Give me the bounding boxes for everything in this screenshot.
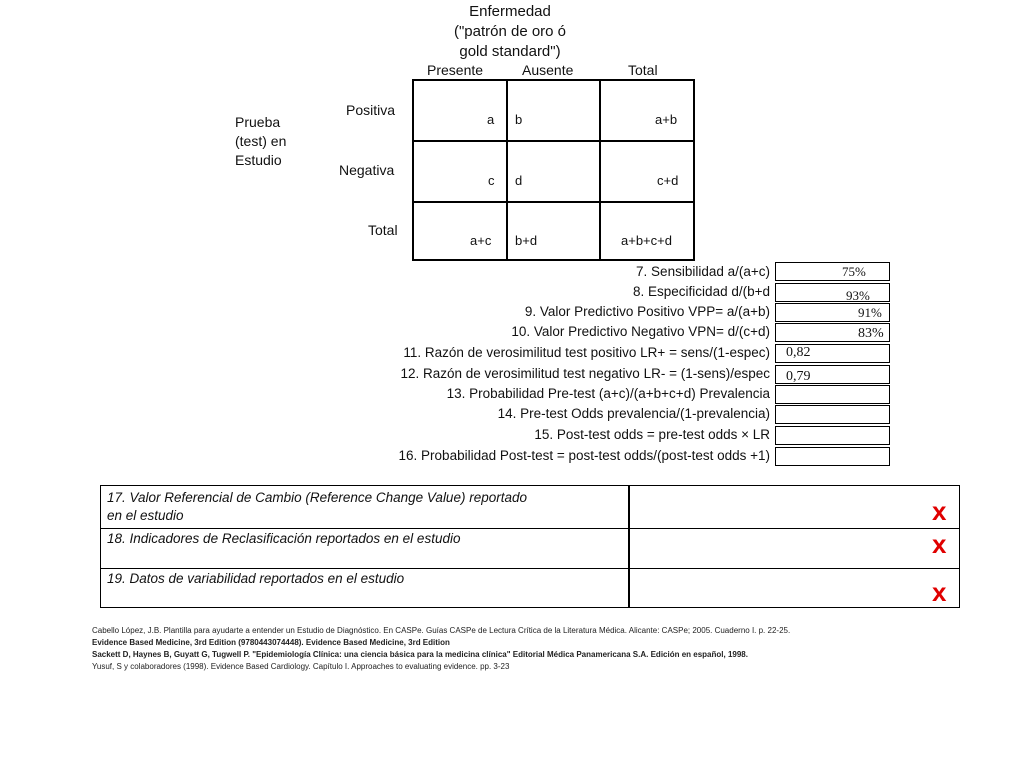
metric-label-sensibilidad: 7. Sensibilidad a/(a+c) xyxy=(636,264,770,279)
checklist-label-line: 17. Valor Referencial de Cambio (Reference Change Value) reportado xyxy=(107,490,527,505)
metric-value-box[interactable] xyxy=(775,426,890,445)
metric-label-post-test-prob: 16. Probabilidad Post-test = post-test odds/(post-test odds +1) xyxy=(398,448,770,463)
metric-value-lr-negativo: 0,79 xyxy=(786,369,811,384)
checklist-label-line: en el estudio xyxy=(107,508,184,523)
cell-total: a+b+c+d xyxy=(621,233,672,248)
grid-line xyxy=(693,79,695,261)
checklist-divider xyxy=(628,486,630,607)
cell-b-plus-d: b+d xyxy=(515,233,538,248)
reference-line: Sackett D, Haynes B, Guyatt G, Tugwell P. "Epidemiología Clínica: una ciencia básica para la medicina clínica" Editorial Médica Panamericana S.A. Edición en español, 1998. xyxy=(92,650,748,659)
metric-label-especificidad: 8. Especificidad d/(b+d xyxy=(633,284,770,299)
metric-value-box[interactable] xyxy=(775,262,890,281)
x-mark-icon: x xyxy=(932,496,947,526)
cell-a-plus-c: a+c xyxy=(470,233,492,248)
test-label xyxy=(235,113,286,170)
x-mark-icon: x xyxy=(932,577,947,607)
cell-a-plus-b: a+b xyxy=(655,112,678,127)
column-header-total: Total xyxy=(628,62,658,78)
metric-value-box[interactable] xyxy=(775,385,890,404)
grid-line xyxy=(412,140,695,142)
checklist-row xyxy=(101,486,959,529)
row-header-negativa: Negativa xyxy=(339,162,395,178)
grid-line xyxy=(599,79,601,261)
metric-label-pre-test-prob: 13. Probabilidad Pre-test (a+c)/(a+b+c+d) Prevalencia xyxy=(446,386,770,401)
column-header-ausente: Ausente xyxy=(522,62,574,78)
grid-line xyxy=(412,201,695,203)
metric-value-box[interactable] xyxy=(775,447,890,466)
checklist-row xyxy=(101,569,959,607)
cell-c: c xyxy=(488,173,495,188)
grid-line xyxy=(506,79,508,261)
metric-label-pre-test-odds: 14. Pre-test Odds prevalencia/(1-prevalencia) xyxy=(497,406,770,421)
metric-label-post-test-odds: 15. Post-test odds = pre-test odds × LR xyxy=(534,427,770,442)
cell-d: d xyxy=(515,173,523,188)
reporting-checklist xyxy=(100,485,960,608)
row-header-positiva: Positiva xyxy=(346,102,396,118)
disease-header-line: gold standard") xyxy=(459,43,561,60)
disease-header-line: ("patrón de oro ó xyxy=(453,23,567,40)
reference-line: Cabello López, J.B. Plantilla para ayudarte a entender un Estudio de Diagnóstico. En CASPe. Guías CASPe de Lectura Crítica de la Literatura Médica. Alicante: CASPe; 2005. Cuaderno I. p. 22-25. xyxy=(92,626,791,635)
column-header-presente: Presente xyxy=(427,62,484,78)
metric-label-lr-negativo: 12. Razón de verosimilitud test negativo LR- = (1-sens)/espec xyxy=(400,366,770,381)
metric-label-vpn: 10. Valor Predictivo Negativo VPN= d/(c+d) xyxy=(511,324,770,339)
metric-value-sensibilidad: 75% xyxy=(842,264,866,279)
metric-value-lr-positivo: 0,82 xyxy=(786,345,811,360)
row-header-total: Total xyxy=(368,222,398,238)
test-label-line: Prueba xyxy=(235,114,281,130)
grid-line xyxy=(412,79,695,81)
checklist-row xyxy=(101,529,959,569)
metric-value-box[interactable] xyxy=(775,283,890,302)
reference-line: Evidence Based Medicine, 3rd Edition (9780443074448). Evidence Based Medicine, 3rd Edition xyxy=(92,638,450,647)
metric-value-vpp: 91% xyxy=(858,305,882,320)
metric-label-lr-positivo: 11. Razón de verosimilitud test positivo LR+ = sens/(1-espec) xyxy=(403,345,770,360)
metric-label-vpp: 9. Valor Predictivo Positivo VPP= a/(a+b) xyxy=(524,304,770,319)
checklist-label: 19. Datos de variabilidad reportados en el estudio xyxy=(107,571,405,586)
grid-line xyxy=(412,259,695,261)
test-label-line: (test) en xyxy=(235,133,287,149)
disease-header-line: Enfermedad xyxy=(469,3,551,20)
metric-value-vpn: 83% xyxy=(858,326,884,341)
cell-b: b xyxy=(515,112,523,127)
test-label-line: Estudio xyxy=(235,152,282,168)
disease-header xyxy=(420,2,600,62)
checklist-label xyxy=(107,489,527,525)
x-mark-icon: x xyxy=(932,529,947,559)
grid-line xyxy=(412,79,414,261)
reference-line: Yusuf, S y colaboradores (1998). Evidence Based Cardiology. Capítulo I. Approaches to evaluating evidence. pp. 3-23 xyxy=(92,662,510,671)
metric-value-especificidad: 93% xyxy=(846,288,870,303)
metric-value-box[interactable] xyxy=(775,405,890,424)
cell-c-plus-d: c+d xyxy=(657,173,679,188)
checklist-label: 18. Indicadores de Reclasificación reportados en el estudio xyxy=(107,531,461,546)
cell-a: a xyxy=(487,112,495,127)
